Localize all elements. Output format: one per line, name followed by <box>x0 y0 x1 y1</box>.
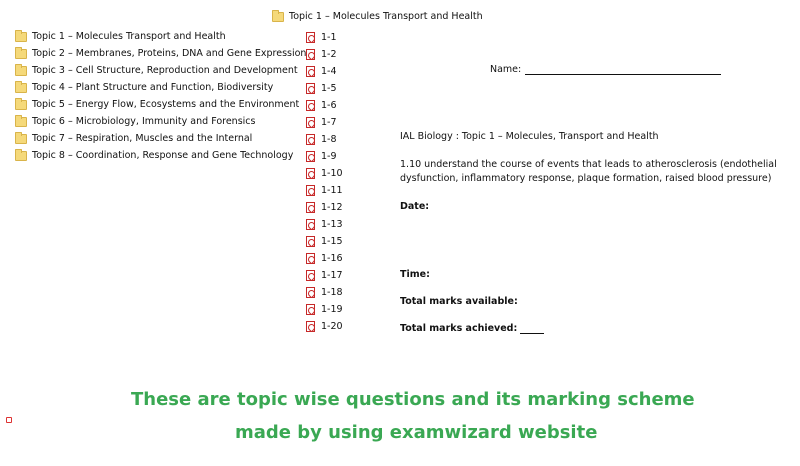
pdf-file-icon <box>306 117 315 128</box>
pdf-file-item[interactable] <box>306 148 343 165</box>
pdf-file-label: 1-8 <box>321 134 337 145</box>
pdf-file-label: 1-17 <box>321 270 343 281</box>
pdf-file-icon <box>306 185 315 196</box>
pdf-file-icon <box>306 100 315 111</box>
date-label: Date: <box>400 201 430 212</box>
folder-icon <box>15 83 27 93</box>
pdf-file-item[interactable] <box>306 80 343 97</box>
small-red-icon <box>6 417 12 423</box>
pdf-file-label: 1-13 <box>321 219 343 230</box>
document-title: IAL Biology : Topic 1 – Molecules, Transport and Health <box>400 131 659 142</box>
topic-folder-label: Topic 5 – Energy Flow, Ecosystems and the Environment <box>32 99 300 110</box>
topic-folder-item[interactable] <box>15 62 306 79</box>
pdf-file-item[interactable] <box>306 29 343 46</box>
topic-folder-label: Topic 2 – Membranes, Proteins, DNA and Gene Expression <box>32 48 307 59</box>
pdf-file-label: 1-5 <box>321 83 337 94</box>
pdf-file-label: 1-2 <box>321 49 337 60</box>
pdf-file-item[interactable] <box>306 301 343 318</box>
pdf-file-label: 1-4 <box>321 66 337 77</box>
folder-icon <box>15 32 27 42</box>
topic-folder-label: Topic 6 – Microbiology, Immunity and Forensics <box>32 116 256 127</box>
marks-achieved-underline <box>520 324 544 334</box>
pdf-file-item[interactable] <box>306 46 343 63</box>
pdf-file-item[interactable] <box>306 97 343 114</box>
pdf-file-icon <box>306 134 315 145</box>
pdf-file-label: 1-15 <box>321 236 343 247</box>
pdf-file-item[interactable] <box>306 233 343 250</box>
pdf-file-item[interactable] <box>306 267 343 284</box>
folder-icon <box>15 49 27 59</box>
topic-folder-item[interactable] <box>15 45 306 62</box>
pdf-file-icon <box>306 168 315 179</box>
pdf-file-item[interactable] <box>306 250 343 267</box>
folder-icon <box>272 12 284 22</box>
time-label: Time: <box>400 269 430 280</box>
pdf-file-icon <box>306 287 315 298</box>
marks-achieved-field <box>400 323 544 334</box>
topic-folder-item[interactable] <box>15 28 306 45</box>
name-label: Name: <box>490 64 522 75</box>
topic-folder-item[interactable] <box>15 147 306 164</box>
pdf-file-icon <box>306 83 315 94</box>
marks-available-label: Total marks available: <box>400 296 518 307</box>
pdf-file-item[interactable] <box>306 284 343 301</box>
pdf-file-icon <box>306 32 315 43</box>
topic-folder-item[interactable] <box>15 79 306 96</box>
pdf-file-item[interactable] <box>306 216 343 233</box>
specification-text: 1.10 understand the course of events that leads to atherosclerosis (endothelial dysfunction, inflammatory response, plaque formation, raised blood pressure) <box>400 159 777 184</box>
pdf-file-icon <box>306 219 315 230</box>
open-folder-header[interactable] <box>272 11 483 22</box>
topic-folder-label: Topic 1 – Molecules Transport and Health <box>32 31 226 42</box>
pdf-file-label: 1-16 <box>321 253 343 264</box>
pdf-file-item[interactable] <box>306 318 343 335</box>
pdf-file-label: 1-10 <box>321 168 343 179</box>
topic-folder-label: Topic 8 – Coordination, Response and Gene Technology <box>32 150 294 161</box>
caption-line-1: These are topic wise questions and its marking scheme <box>131 389 695 410</box>
topic-folder-list <box>15 28 306 164</box>
pdf-file-icon <box>306 66 315 77</box>
pdf-file-item[interactable] <box>306 131 343 148</box>
pdf-file-item[interactable] <box>306 182 343 199</box>
open-folder-title: Topic 1 – Molecules Transport and Health <box>289 11 483 22</box>
pdf-file-label: 1-12 <box>321 202 343 213</box>
folder-icon <box>15 151 27 161</box>
pdf-file-item[interactable] <box>306 114 343 131</box>
pdf-file-label: 1-11 <box>321 185 343 196</box>
name-field <box>490 64 721 75</box>
pdf-file-label: 1-7 <box>321 117 337 128</box>
folder-icon <box>15 117 27 127</box>
pdf-file-label: 1-18 <box>321 287 343 298</box>
name-underline <box>525 64 721 75</box>
pdf-file-icon <box>306 49 315 60</box>
caption-line-2: made by using examwizard website <box>235 422 598 443</box>
pdf-file-label: 1-20 <box>321 321 343 332</box>
topic-folder-item[interactable] <box>15 96 306 113</box>
topic-folder-item[interactable] <box>15 130 306 147</box>
folder-icon <box>15 100 27 110</box>
pdf-file-icon <box>306 304 315 315</box>
folder-icon <box>15 66 27 76</box>
topic-folder-label: Topic 4 – Plant Structure and Function, Biodiversity <box>32 82 274 93</box>
topic-folder-item[interactable] <box>15 113 306 130</box>
marks-achieved-label: Total marks achieved: <box>400 323 518 334</box>
pdf-file-icon <box>306 202 315 213</box>
pdf-file-icon <box>306 253 315 264</box>
pdf-file-label: 1-19 <box>321 304 343 315</box>
folder-icon <box>15 134 27 144</box>
pdf-file-item[interactable] <box>306 199 343 216</box>
topic-folder-label: Topic 3 – Cell Structure, Reproduction and Development <box>32 65 298 76</box>
topic-folder-label: Topic 7 – Respiration, Muscles and the Internal <box>32 133 253 144</box>
pdf-file-item[interactable] <box>306 165 343 182</box>
pdf-file-icon <box>306 236 315 247</box>
pdf-file-list <box>306 29 343 335</box>
pdf-file-label: 1-1 <box>321 32 337 43</box>
pdf-file-icon <box>306 270 315 281</box>
pdf-file-label: 1-9 <box>321 151 337 162</box>
pdf-file-label: 1-6 <box>321 100 337 111</box>
pdf-file-item[interactable] <box>306 63 343 80</box>
pdf-file-icon <box>306 151 315 162</box>
pdf-file-icon <box>306 321 315 332</box>
